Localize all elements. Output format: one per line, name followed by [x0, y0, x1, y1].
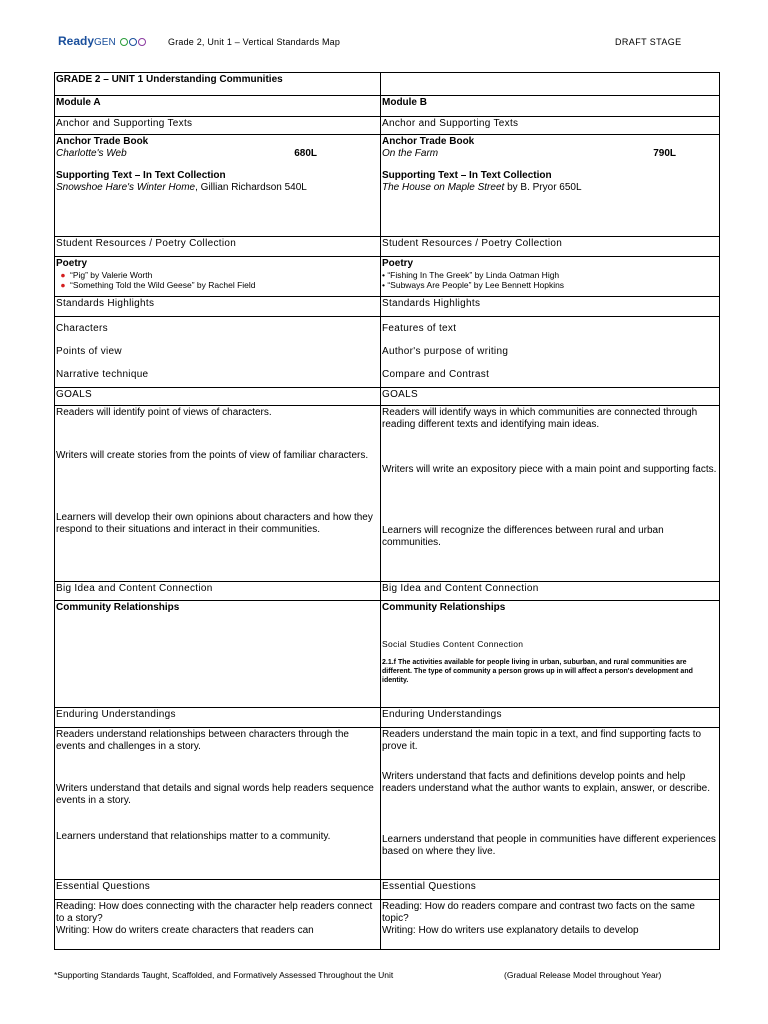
goal-item: Readers will identify point of views of characters. [56, 407, 272, 418]
poetry-label: Poetry [382, 258, 414, 269]
standards-map-table [54, 72, 720, 950]
essential-b [381, 900, 720, 950]
draft-stage-label: DRAFT STAGE [615, 37, 682, 47]
trade-book-label: Anchor Trade Book [56, 136, 149, 147]
enduring-item: Readers understand the main topic in a text, and find supporting facts to prove it. [382, 729, 702, 752]
anchor-texts-label: Anchor and Supporting Texts [55, 117, 381, 135]
supporting-text-author: , Gillian Richardson 540L [195, 182, 307, 193]
goals-label: GOALS [55, 388, 381, 406]
bullet-icon: ● [60, 280, 66, 290]
goal-item: Learners will recognize the differences between rural and urban communities. [382, 525, 664, 548]
module-a-heading: Module A [55, 96, 381, 117]
standard-item: Points of view [56, 346, 122, 357]
enduring-a [55, 728, 381, 880]
goals-a [55, 406, 381, 582]
goal-item: Writers will create stories from the points of view of familiar characters. [56, 450, 369, 461]
standards-label: Standards Highlights [381, 297, 720, 317]
standard-item: Features of text [382, 323, 457, 334]
bullet-icon: ● [60, 270, 66, 280]
poetry-label: Poetry [56, 258, 88, 269]
poetry-b [381, 257, 720, 297]
standard-item: Narrative technique [56, 369, 149, 380]
poem-item: ● “Something Told the Wild Geese” by Rachel Field [56, 280, 379, 290]
standard-item: Characters [56, 323, 108, 334]
big-idea-a: Community Relationships [55, 601, 381, 708]
big-idea-b: Community Relationships Social Studies Content Connection 2.1.f The activities available for people living in urban, suburban, and rural communities are different. The type of community a person grows up in will affect a person's development and identity. [381, 601, 720, 708]
trade-book-title: Charlotte's Web [56, 148, 127, 159]
poem-item: • “Subways Are People” by Lee Bennett Hopkins [382, 280, 565, 290]
essential-item: Writing: How do writers use explanatory details to develop [382, 925, 639, 936]
footer-model-note: (Gradual Release Model throughout Year) [504, 970, 662, 980]
enduring-label: Enduring Understandings [381, 708, 720, 728]
essential-label: Essential Questions [55, 880, 381, 900]
footer-note: *Supporting Standards Taught, Scaffolded, and Formatively Assessed Throughout the Unit [54, 970, 394, 980]
essential-a [55, 900, 381, 950]
enduring-item: Writers understand that details and signal words help readers sequence events in a story. [56, 783, 374, 806]
logo-dot-icon [120, 38, 128, 46]
lexile-level: 790L [653, 148, 676, 159]
supporting-text-title: Snowshoe Hare's Winter Home [56, 182, 196, 193]
poetry-a [55, 257, 381, 297]
empty-cell [381, 73, 720, 96]
resources-label: Student Resources / Poetry Collection [381, 237, 720, 257]
goals-b [381, 406, 720, 582]
page-header [0, 34, 768, 54]
standards-list-a [55, 317, 381, 388]
trade-book-label: Anchor Trade Book [382, 136, 475, 147]
module-b-heading: Module B [381, 96, 720, 117]
logo-dot-icon [138, 38, 146, 46]
essential-label: Essential Questions [381, 880, 720, 900]
enduring-b [381, 728, 720, 880]
enduring-item: Writers understand that facts and definitions develop points and help readers understand what the author wants to explain, answer, or describe. [382, 771, 710, 794]
poem-item: • “Fishing In The Greek” by Linda Oatman High [382, 270, 560, 280]
logo-dot-icon [129, 38, 137, 46]
standard-item: Compare and Contrast [382, 369, 490, 380]
goal-item: Readers will identify ways in which communities are connected through reading different texts and identifying main ideas. [382, 407, 698, 430]
supporting-text-label: Supporting Text – In Text Collection [382, 170, 552, 181]
readygen-logo: ReadyGEN [58, 34, 146, 48]
enduring-item: Learners understand that people in communities have different experiences based on where they live. [382, 834, 716, 857]
standards-label: Standards Highlights [55, 297, 381, 317]
anchor-texts-b [381, 135, 720, 237]
big-idea-label: Big Idea and Content Connection [381, 582, 720, 601]
anchor-texts-label: Anchor and Supporting Texts [381, 117, 720, 135]
enduring-item: Readers understand relationships between characters through the events and challenges in a story. [56, 729, 349, 752]
essential-item: Writing: How do writers create characters that readers can [56, 925, 314, 936]
supporting-text-author: by B. Pryor 650L [504, 182, 582, 193]
resources-label: Student Resources / Poetry Collection [55, 237, 381, 257]
trade-book-title: On the Farm [382, 148, 439, 159]
goal-item: Writers will write an expository piece with a main point and supporting facts. [382, 464, 717, 475]
standard-item: Author's purpose of writing [382, 346, 509, 357]
supporting-text-title: The House on Maple Street [382, 182, 505, 193]
essential-item: Reading: How does connecting with the character help readers connect to a story? [56, 901, 373, 924]
essential-item: Reading: How do readers compare and contrast two facts on the same topic? [382, 901, 695, 924]
standards-list-b [381, 317, 720, 388]
unit-title: GRADE 2 – UNIT 1 Understanding Communities [55, 73, 381, 96]
goals-label: GOALS [381, 388, 720, 406]
enduring-item: Learners understand that relationships matter to a community. [56, 831, 331, 842]
document-title: Grade 2, Unit 1 – Vertical Standards Map [168, 37, 341, 47]
social-studies-label: Social Studies Content Connection [382, 639, 524, 649]
poem-item: ● “Pig” by Valerie Worth [56, 270, 379, 280]
enduring-label: Enduring Understandings [55, 708, 381, 728]
lexile-level: 680L [294, 148, 317, 159]
page-footer [54, 970, 724, 980]
goal-item: Learners will develop their own opinions about characters and how they respond to their situations and interact in their communities. [56, 512, 373, 535]
supporting-text-label: Supporting Text – In Text Collection [56, 170, 226, 181]
anchor-texts-a [55, 135, 381, 237]
social-studies-text: 2.1.f The activities available for people living in urban, suburban, and rural communities are different. The type of community a person grows up in will affect a person's development and identity. [382, 659, 693, 684]
big-idea-label: Big Idea and Content Connection [55, 582, 381, 601]
